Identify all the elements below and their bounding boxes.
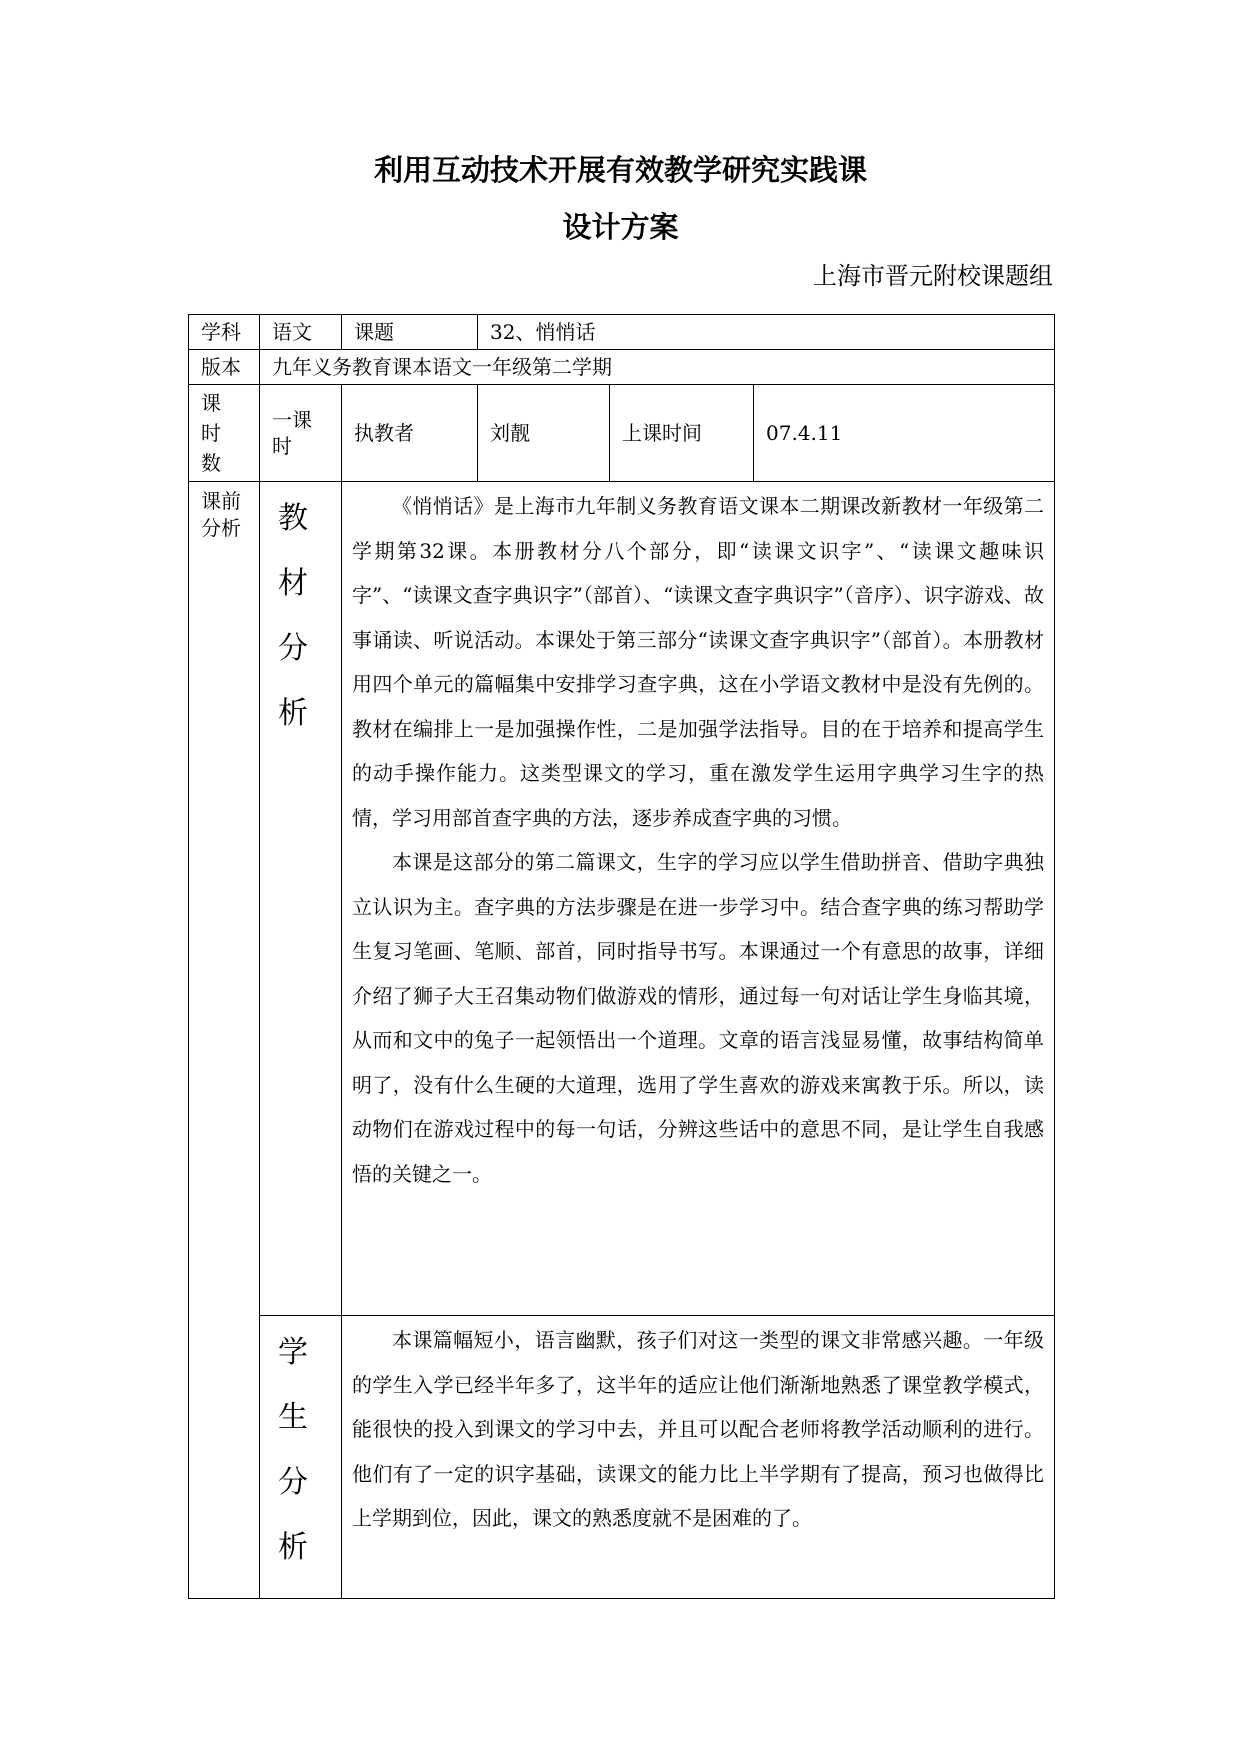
material-analysis-label: 教材分析: [260, 482, 342, 1316]
edition-value: 九年义务教育课本语文一年级第二学期: [260, 350, 1055, 385]
teacher-label: 执教者: [342, 385, 478, 482]
topic-value: 32、悄悄话: [478, 315, 1055, 350]
time-label: 上课时间: [610, 385, 754, 482]
subject-value: 语文: [260, 315, 342, 350]
student-analysis-text: [342, 1316, 1055, 1599]
table-row-subject: [189, 315, 1055, 350]
hours-value: 一课时: [260, 385, 342, 482]
lesson-plan-table: [188, 314, 1055, 1599]
material-paragraph: 本课是这部分的第二篇课文，生字的学习应以学生借助拼音、借助字典独立认识为主。查字典的方法步骤是在进一步学习中。结合查字典的练习帮助学生复习笔画、笔顺、部首，同时指导书写。本课通过一个有意思的故事，详细介绍了狮子大王召集动物们做游戏的情形，通过每一句对话让学生身临其境，从而和文中的兔子一起领悟出一个道理。文章的语言浅显易懂，故事结构简单明了，没有什么生硬的大道理，选用了学生喜欢的游戏来寓教于乐。所以，读动物们在游戏过程中的每一句话，分辨这些话中的意思不同，是让学生自我感悟的关键之一。: [352, 850, 1044, 1186]
table-row-student-analysis: [189, 1316, 1055, 1599]
student-paragraph: 本课篇幅短小，语言幽默，孩子们对这一类型的课文非常感兴趣。一年级的学生入学已经半年多了，这半年的适应让他们渐渐地熟悉了课堂教学模式，能很快的投入到课文的学习中去，并且可以配合老师将教学活动顺利的进行。他们有了一定的识字基础，读课文的能力比上半学期有了提高，预习也做得比上学期到位，因此，课文的熟悉度就不是困难的了。: [352, 1328, 1044, 1530]
organization-name: 上海市晋元附校课题组: [813, 262, 1053, 290]
topic-label: 课题: [342, 315, 478, 350]
subject-label: 学科: [189, 315, 260, 350]
material-analysis-text: [342, 482, 1055, 1316]
table-row-edition: [189, 350, 1055, 385]
table-row-hours: [189, 385, 1055, 482]
student-analysis-label: 学生分析: [260, 1316, 342, 1599]
time-value: 07.4.11: [754, 385, 1055, 482]
document-title: 利用互动技术开展有效教学研究实践课: [373, 153, 867, 187]
material-paragraph: 《悄悄话》是上海市九年制义务教育语文课本二期课改新教材一年级第二学期第32课。本册教材分八个部分，即“读课文识字”、“读课文趣味识字”、“读课文查字典识字”（部首）、“读课文查字典识字”（音序）、识字游戏、故事诵读、听说活动。本课处于第三部分“读课文查字典识字”（部首）。本册教材用四个单元的篇幅集中安排学习查字典，这在小学语文教材中是没有先例的。教材在编排上一是加强操作性，二是加强学法指导。目的在于培养和提高学生的动手操作能力。这类型课文的学习，重在激发学生运用字典学习生字的热情，学习用部首查字典的方法，逐步养成查字典的习惯。: [352, 494, 1044, 830]
pre-analysis-label: 课前分析: [189, 482, 260, 1599]
hours-label: 课 时 数: [189, 385, 260, 482]
edition-label: 版本: [189, 350, 260, 385]
table-row-material-analysis: [189, 482, 1055, 1316]
document-subtitle: 设计方案: [562, 210, 679, 244]
teacher-value: 刘靓: [478, 385, 610, 482]
